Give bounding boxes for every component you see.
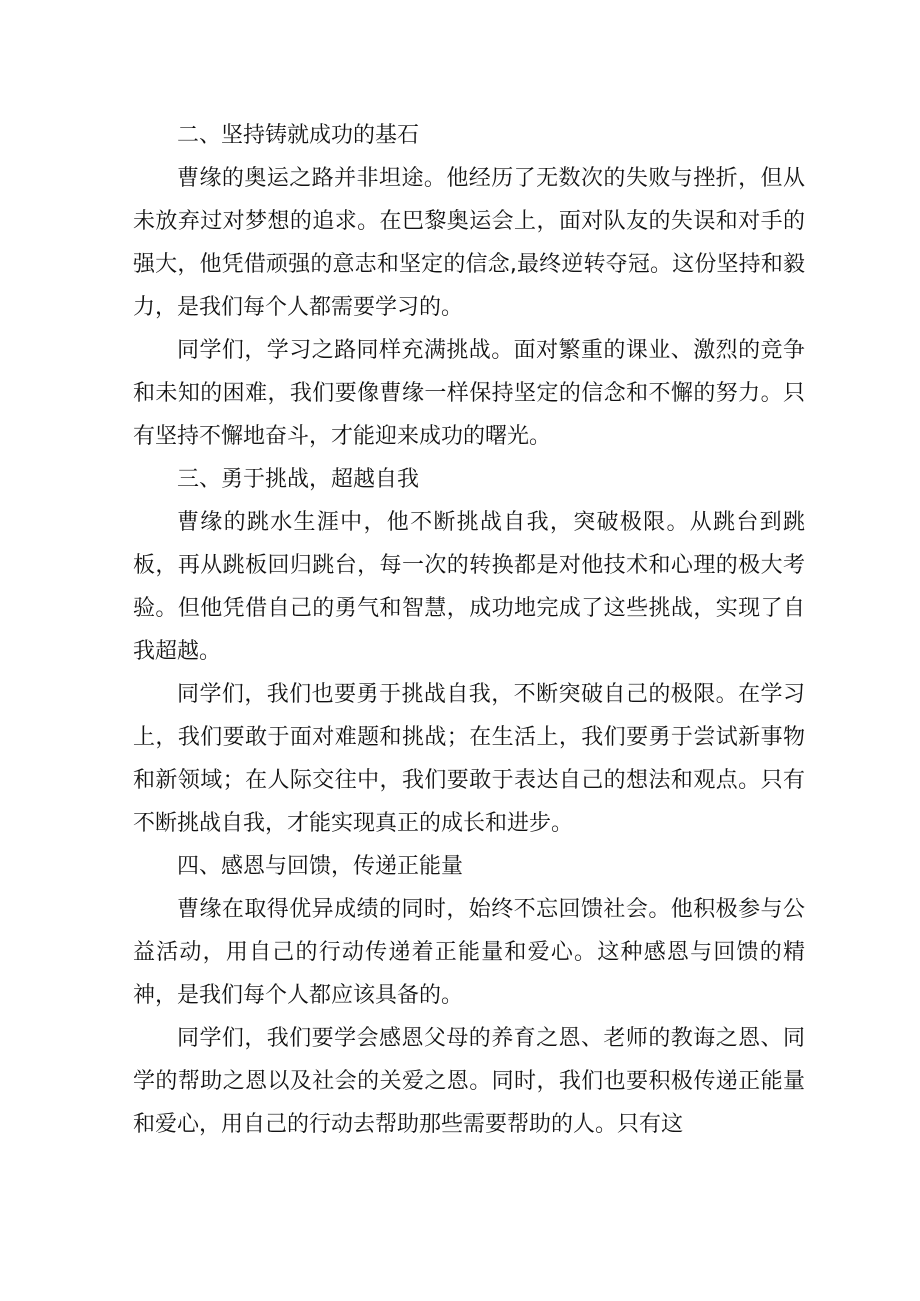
paragraph: 曹缘的奥运之路并非坦途。他经历了无数次的失败与挫折，但从未放弃过对梦想的追求。在巴黎奥运会上，面对队友的失误和对手的强大，他凭借顽强的意志和坚定的信念,最终逆转夺冠。这份坚持和毅力，是我们每个人都需要学习的。 [133, 166, 805, 320]
paragraph: 同学们，我们要学会感恩父母的养育之恩、老师的教诲之恩、同学的帮助之恩以及社会的关爱之恩。同时，我们也要积极传递正能量和爱心，用自己的行动去帮助那些需要帮助的人。只有这 [133, 1026, 805, 1137]
section-heading-3: 三、勇于挑战，超越自我 [177, 467, 420, 492]
section-heading-2: 二、坚持铸就成功的基石 [177, 123, 420, 148]
document-body [133, 114, 805, 1146]
paragraph: 曹缘的跳水生涯中，他不断挑战自我，突破极限。从跳台到跳板，再从跳板回归跳台，每一次的转换都是对他技术和心理的极大考验。但他凭借自己的勇气和智慧，成功地完成了这些挑战，实现了自我超越。 [133, 510, 805, 664]
paragraph: 同学们，学习之路同样充满挑战。面对繁重的课业、激烈的竞争和未知的困难，我们要像曹缘一样保持坚定的信念和不懈的努力。只有坚持不懈地奋斗，才能迎来成功的曙光。 [133, 338, 805, 449]
paragraph: 曹缘在取得优异成绩的同时，始终不忘回馈社会。他积极参与公益活动，用自己的行动传递着正能量和爱心。这种感恩与回馈的精神，是我们每个人都应该具备的。 [133, 897, 805, 1008]
section-heading-4: 四、感恩与回馈，传递正能量 [177, 854, 464, 879]
paragraph: 同学们，我们也要勇于挑战自我，不断突破自己的极限。在学习上，我们要敢于面对难题和挑战；在生活上，我们要勇于尝试新事物和新领域；在人际交往中，我们要敢于表达自己的想法和观点。只有不断挑战自我，才能实现真正的成长和进步。 [133, 682, 805, 836]
